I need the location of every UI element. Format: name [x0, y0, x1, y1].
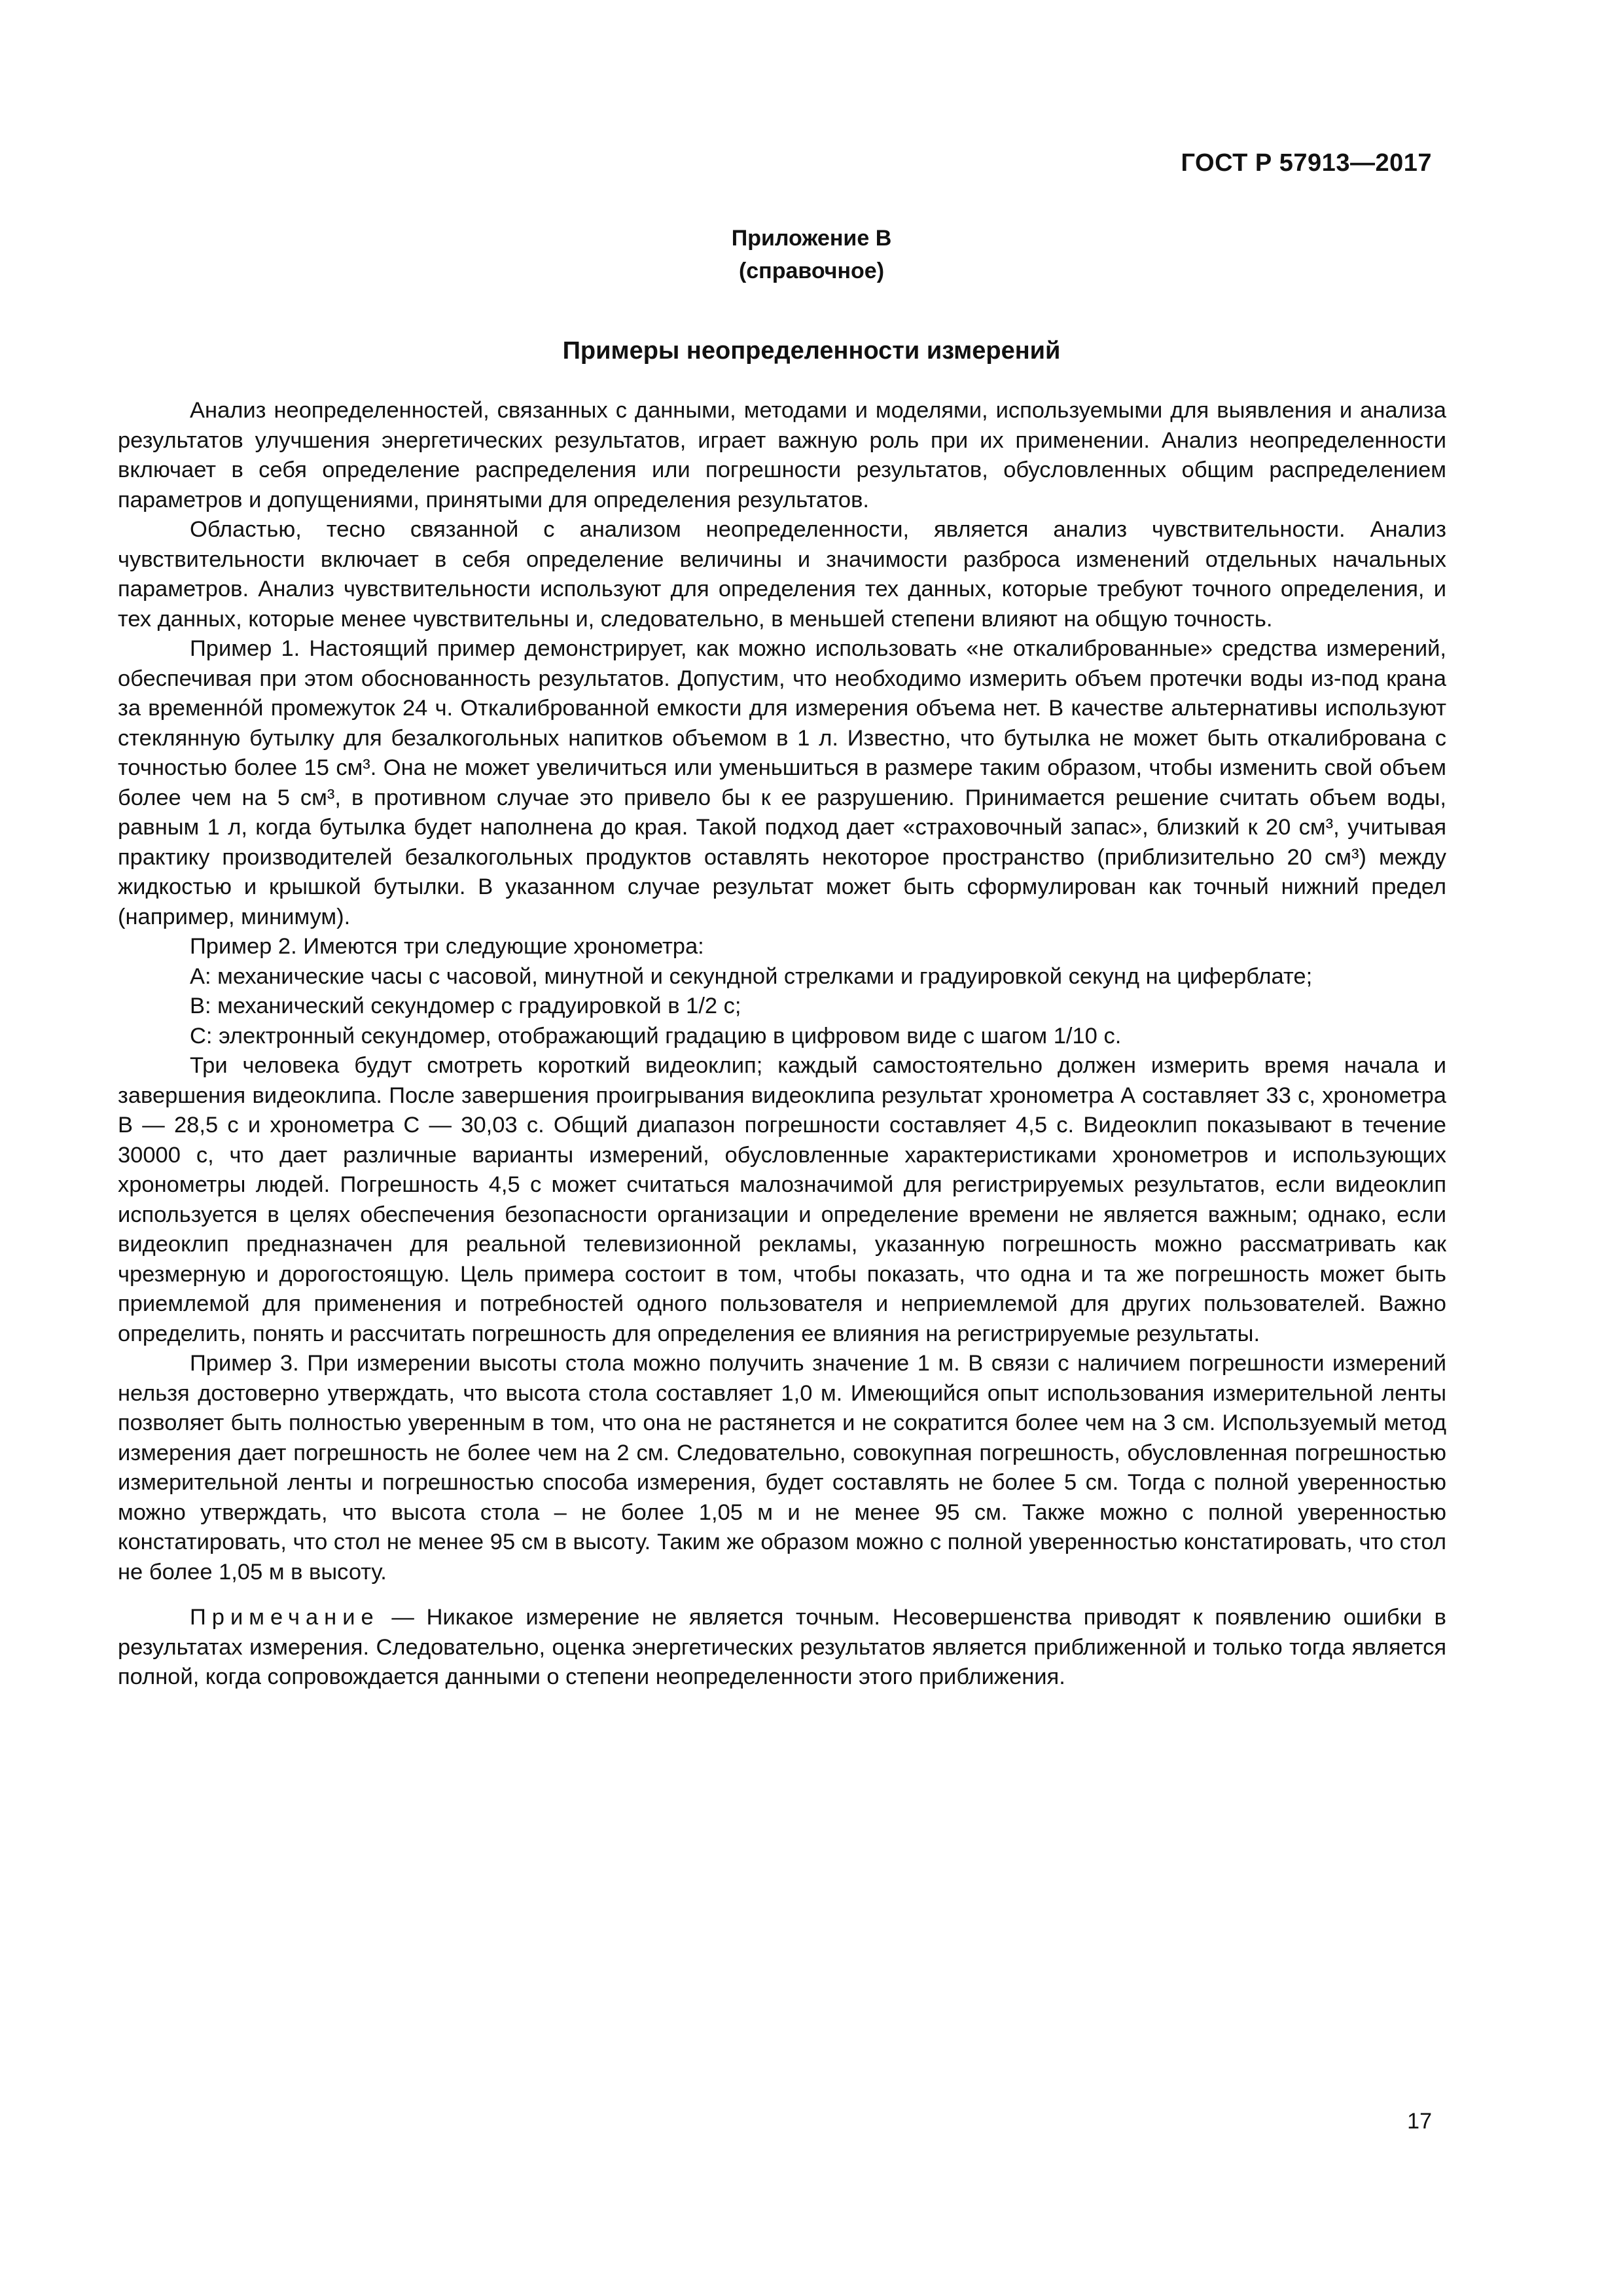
list-item-chronometer-a: А: механические часы с часовой, минутной и секундной стрелками и градуировкой секунд на циферблате;: [190, 963, 1313, 989]
list-item-chronometer-c: С: электронный секундомер, отображающий градацию в цифровом виде с шагом 1/10 с.: [190, 1023, 1122, 1049]
list-item-chronometer-b: В: механический секундомер с градуировкой в 1/2 с;: [190, 994, 741, 1018]
paragraph-example-2: Пример 2. Имеются три следующие хронометра:: [190, 934, 704, 959]
standard-code: ГОСТ Р 57913—2017: [1181, 149, 1432, 177]
paragraph-sensitivity: Областью, тесно связанной с анализом неопределенности, является анализ чувствительности. Анализ чувствительности включает в себя определение величины и значимости разброса изменений отдельных начальных параметров. Анализ чувствительности используют для определения тех данных, которые требуют точного определения, и тех данных, которые менее чувствительны и, следовательно, в меньшей степени влияют на общую точность.: [118, 517, 1446, 632]
paragraph-videoclip: Три человека будут смотреть короткий видеоклип; каждый самостоятельно должен измерить время начала и завершения видеоклипа. После завершения проигрывания видеоклипа результат хронометра А составляет 33 с, хронометра В — 28,5 с и хронометра С — 30,03 с. Общий диапазон погрешности составляет 4,5 с. Видеоклип показывают в течение 30000 с, что дает различные варианты измерений, обусловленные характеристиками хронометров и использующих хронометры людей. Погрешность 4,5 с может считаться малозначимой для регистрируемых результатов, если видеоклип используется в целях обеспечения безопасности организации и определение времени не является важным; однако, если видеоклип предназначен для реальной телевизионной рекламы, указанную погрешность можно рассматривать как чрезмерную и дорогостоящую. Цель примера состоит в том, чтобы показать, что одна и та же погрешность может быть приемлемой для применения и потребностей одного пользователя и неприемлемой для других пользователей. Важно определить, понять и рассчитать погрешность для определения ее влияния на регистрируемые результаты.: [118, 1053, 1446, 1346]
page-number: 17: [1407, 2109, 1432, 2134]
appendix-kind: (справочное): [738, 259, 885, 283]
paragraph-intro: Анализ неопределенностей, связанных с данными, методами и моделями, используемыми для выявления и анализа результатов улучшения энергетических результатов, играет важную роль при их применении. Анализ неопределенности включает в себя определение распределения или погрешности результатов, обусловленных общим распределением параметров и допущениями, принятыми для определения результатов.: [118, 398, 1446, 512]
note-paragraph: [118, 1603, 1446, 1693]
body-text: [118, 396, 1446, 1693]
note-label: Примечание: [190, 1605, 380, 1630]
section-title: Примеры неопределенности измерений: [562, 337, 1061, 365]
paragraph-example-1: Пример 1. Настоящий пример демонстрирует, как можно использовать «не откалиброванные» средства измерений, обеспечивая при этом обоснованность результатов. Допустим, что необходимо измерить объем протечки воды из-под крана за временнóй промежуток 24 ч. Откалиброванной емкости для измерения объема нет. В качестве альтернативы используют стеклянную бутылку для безалкогольных напитков объемом в 1 л. Известно, что бутылка не может быть откалибрована с точностью более 15 см³. Она не может увеличиться или уменьшиться в размере таким образом, чтобы изменить свой объем более чем на 5 см³, в противном случае это привело бы к ее разрушению. Принимается решение считать объем воды, равным 1 л, когда бутылка будет наполнена до края. Такой подход дает «страховочный запас», близкий к 20 см³, учитывая практику производителей безалкогольных продуктов оставлять некоторое пространство (приблизительно 20 см³) между жидкостью и крышкой бутылки. В указанном случае результат может быть сформулирован как точный нижний предел (например, минимум).: [118, 636, 1446, 929]
note-text: — Никакое измерение не является точным. Несовершенства приводят к появлению ошибки в результатах измерения. Следовательно, оценка энергетических результатов является приближенной и только тогда является полной, когда сопровождается данными о степени неопределенности этого приближения.: [118, 1605, 1446, 1689]
paragraph-example-3: Пример 3. При измерении высоты стола можно получить значение 1 м. В связи с наличием погрешности измерений нельзя достоверно утверждать, что высота стола составляет 1,0 м. Имеющийся опыт использования измерительной ленты позволяет быть полностью уверенным в том, что она не растянется и не сократится более чем на 3 см. Используемый метод измерения дает погрешность не более чем на 2 см. Следовательно, совокупная погрешность, обусловленная погрешностью измерительной ленты и погрешностью способа измерения, будет составлять не более 5 см. Тогда с полной уверенностью можно утверждать, что высота стола – не более 1,05 м и не менее 95 см. Также можно с полной уверенностью констатировать, что стол не менее 95 см в высоту. Таким же образом можно с полной уверенностью констатировать, что стол не более 1,05 м в высоту.: [118, 1351, 1446, 1585]
appendix-title: Приложение В: [731, 226, 892, 251]
